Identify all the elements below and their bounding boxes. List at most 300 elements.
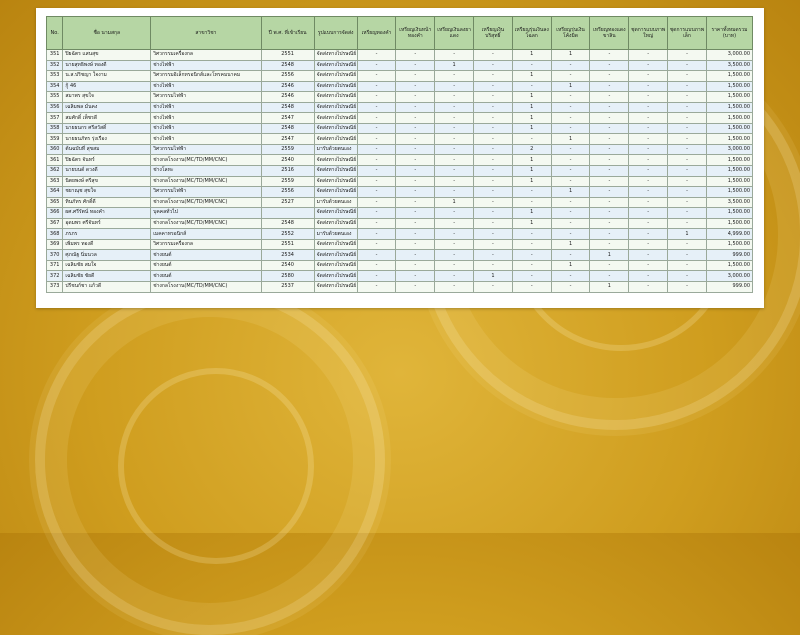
table-cell: 361 [47, 155, 63, 166]
table-cell: ผศ.ศรีรัตน์ ทองคำ [63, 208, 151, 219]
table-cell: - [668, 81, 707, 92]
table-cell: - [474, 197, 513, 208]
table-cell: จัดส่งทางไปรษณีย์ [314, 71, 357, 82]
table-cell: สมศักดิ์ เพ็ชรดี [63, 113, 151, 124]
table-cell: - [512, 229, 551, 240]
table-cell: - [435, 71, 474, 82]
table-cell: วิศวกรรมเครื่องกล [151, 50, 261, 61]
table-cell: 1 [512, 92, 551, 103]
table-cell: - [474, 113, 513, 124]
table-cell: - [512, 282, 551, 293]
column-header: ปี พ.ศ. ที่เข้าเรียน [261, 17, 314, 50]
table-cell: ปิยฉัตร แสนสุข [63, 50, 151, 61]
table-row [47, 166, 753, 177]
table-cell: จัดส่งทางไปรษณีย์ [314, 60, 357, 71]
table-cell: - [590, 144, 629, 155]
table-row [47, 81, 753, 92]
table-cell: - [357, 92, 396, 103]
table-cell: - [396, 102, 435, 113]
emblem-watermark-left [35, 285, 385, 635]
table-cell: - [629, 239, 668, 250]
table-cell: - [668, 187, 707, 198]
table-cell: - [474, 50, 513, 61]
table-cell: - [551, 113, 590, 124]
table-cell: จัดส่งทางไปรษณีย์ [314, 92, 357, 103]
column-header: รูปแบบการจัดส่ง [314, 17, 357, 50]
table-cell: จัดส่งทางไปรษณีย์ [314, 282, 357, 293]
table-cell: เฉลิมชัย ชัยดี [63, 271, 151, 282]
table-cell: วิศวกรรมไฟฟ้า [151, 92, 261, 103]
table-cell: - [435, 250, 474, 261]
table-cell: 1 [512, 50, 551, 61]
table-cell: - [357, 260, 396, 271]
table-cell: - [668, 197, 707, 208]
table-cell: - [435, 166, 474, 177]
table-cell: - [396, 134, 435, 145]
table-cell: - [668, 260, 707, 271]
table-cell: - [629, 176, 668, 187]
table-cell: - [357, 166, 396, 177]
table-cell: - [435, 229, 474, 240]
table-cell: เฉลิมพล มั่นคง [63, 102, 151, 113]
table-cell: - [590, 102, 629, 113]
table-cell: - [590, 92, 629, 103]
table-cell: ช่างกลโรงงาน(MC/TD/MM/CNC) [151, 155, 261, 166]
table-cell: 2546 [261, 92, 314, 103]
document-sheet [36, 8, 764, 308]
table-row [47, 50, 753, 61]
table-cell: 2540 [261, 155, 314, 166]
column-header: ชุดการแบบภาพใหญ่ [629, 17, 668, 50]
table-cell: - [590, 208, 629, 219]
table-cell: 368 [47, 229, 63, 240]
table-cell: 3,000.00 [706, 50, 752, 61]
table-cell: 2534 [261, 250, 314, 261]
table-cell: - [396, 155, 435, 166]
table-cell: - [396, 239, 435, 250]
table-cell: เมคคาทรอนิกส์ [151, 229, 261, 240]
table-cell: - [396, 92, 435, 103]
table-cell: - [357, 271, 396, 282]
table-cell: 2556 [261, 71, 314, 82]
table-cell: 1,500.00 [706, 113, 752, 124]
table-cell: 1,500.00 [706, 260, 752, 271]
table-cell: จัดส่งทางไปรษณีย์ [314, 123, 357, 134]
table-cell: 2559 [261, 144, 314, 155]
table-cell: 373 [47, 282, 63, 293]
table-cell: ช่างกลโรงงาน(MC/TD/MM/CNC) [151, 218, 261, 229]
table-cell: ช่างโลหะ [151, 166, 261, 177]
table-cell: - [396, 271, 435, 282]
table-cell: - [357, 197, 396, 208]
table-cell: - [357, 155, 396, 166]
table-cell: 1 [551, 187, 590, 198]
table-cell: - [629, 166, 668, 177]
table-cell: - [474, 155, 513, 166]
table-cell: - [474, 187, 513, 198]
table-cell: - [629, 50, 668, 61]
table-cell: - [551, 92, 590, 103]
table-cell: 999.00 [706, 282, 752, 293]
table-cell: - [668, 239, 707, 250]
table-cell: - [396, 260, 435, 271]
table-cell: 2546 [261, 81, 314, 92]
table-cell: - [474, 218, 513, 229]
table-cell: 1 [512, 176, 551, 187]
table-cell: - [668, 271, 707, 282]
table-cell: นายธนกร ศรีสวัสดิ์ [63, 123, 151, 134]
table-cell: - [357, 60, 396, 71]
table-cell: 1,500.00 [706, 92, 752, 103]
table-cell: - [551, 282, 590, 293]
table-cell: 366 [47, 208, 63, 219]
table-cell: 372 [47, 271, 63, 282]
table-cell: 362 [47, 166, 63, 177]
table-cell: - [629, 197, 668, 208]
column-header: เหรียญเงินลงยาแดง [435, 17, 474, 50]
table-cell: - [590, 260, 629, 271]
table-cell: - [629, 260, 668, 271]
table-cell: - [629, 102, 668, 113]
table-cell: - [474, 208, 513, 219]
table-cell: - [629, 113, 668, 124]
table-cell: ช่างไฟฟ้า [151, 81, 261, 92]
column-header: ราคาทั้งหมดรวม (บาท) [706, 17, 752, 50]
table-cell: - [590, 155, 629, 166]
table-cell: 1 [512, 166, 551, 177]
table-cell: กู้ 46 [63, 81, 151, 92]
table-cell: - [629, 218, 668, 229]
table-cell: 2516 [261, 166, 314, 177]
table-cell: - [512, 250, 551, 261]
table-cell: 1,500.00 [706, 81, 752, 92]
table-cell: - [512, 197, 551, 208]
table-cell: - [551, 176, 590, 187]
table-cell: - [474, 102, 513, 113]
table-row [47, 123, 753, 134]
table-cell: วิศวกรรมไฟฟ้า [151, 187, 261, 198]
table-cell: - [668, 218, 707, 229]
table-cell: 351 [47, 50, 63, 61]
table-cell: 355 [47, 92, 63, 103]
table-cell: - [396, 218, 435, 229]
table-cell: 4,999.00 [706, 229, 752, 240]
column-header: ชุดการแบบภาพเล็ก [668, 17, 707, 50]
table-cell: - [668, 50, 707, 61]
table-cell: วิศวกรรมเครื่องกล [151, 239, 261, 250]
table-row [47, 134, 753, 145]
table-cell: - [357, 187, 396, 198]
table-cell: - [668, 144, 707, 155]
table-cell: 2547 [261, 134, 314, 145]
table-cell: 1 [551, 239, 590, 250]
table-row [47, 187, 753, 198]
table-cell: มารับด้วยตนเอง [314, 144, 357, 155]
table-row [47, 144, 753, 155]
table-cell: - [551, 229, 590, 240]
table-cell: - [590, 81, 629, 92]
table-cell: - [396, 229, 435, 240]
table-cell: 1,500.00 [706, 239, 752, 250]
table-cell: - [474, 81, 513, 92]
table-cell: - [474, 134, 513, 145]
table-cell: อุดมพร ศรีจันทร์ [63, 218, 151, 229]
table-cell: จัดส่งทางไปรษณีย์ [314, 176, 357, 187]
table-cell: จัดส่งทางไปรษณีย์ [314, 239, 357, 250]
table-cell: - [668, 113, 707, 124]
table-cell: 353 [47, 71, 63, 82]
table-cell: - [357, 176, 396, 187]
table-cell: - [435, 271, 474, 282]
table-cell: - [629, 271, 668, 282]
table-row [47, 282, 753, 293]
table-cell: - [474, 239, 513, 250]
table-cell: - [668, 134, 707, 145]
table-cell: 1,500.00 [706, 123, 752, 134]
table-cell: ช่างไฟฟ้า [151, 113, 261, 124]
table-cell: 1 [590, 250, 629, 261]
table-row [47, 71, 753, 82]
table-cell: 357 [47, 113, 63, 124]
table-cell: - [590, 134, 629, 145]
table-cell: - [396, 60, 435, 71]
table-cell: - [396, 187, 435, 198]
table-cell: 358 [47, 123, 63, 134]
table-cell: 1,500.00 [706, 134, 752, 145]
table-cell: - [551, 197, 590, 208]
table-cell: 3,000.00 [706, 144, 752, 155]
table-cell: ช่างไฟฟ้า [151, 134, 261, 145]
table-cell: - [590, 113, 629, 124]
table-cell: วิศวกรรมอิเล็กทรอนิกส์และโทรคมนาคม [151, 71, 261, 82]
table-cell: - [357, 102, 396, 113]
table-cell: - [629, 229, 668, 240]
table-cell: 1 [435, 60, 474, 71]
table-cell: 2556 [261, 187, 314, 198]
table-cell: ปิยฉัตร จันทร์ [63, 155, 151, 166]
table-cell: 352 [47, 60, 63, 71]
table-cell: - [357, 250, 396, 261]
table-cell: 367 [47, 218, 63, 229]
table-cell: เฉลิมชัย สมใจ [63, 260, 151, 271]
table-cell: 354 [47, 81, 63, 92]
table-cell: - [629, 250, 668, 261]
table-cell: 1 [551, 50, 590, 61]
table-cell: - [357, 71, 396, 82]
table-cell: - [474, 282, 513, 293]
table-cell: ต้นฉบับที่ สุขสม [63, 144, 151, 155]
table-cell: 1,500.00 [706, 208, 752, 219]
table-cell: 2548 [261, 102, 314, 113]
table-cell: - [668, 155, 707, 166]
table-cell: - [474, 260, 513, 271]
table-row [47, 197, 753, 208]
table-cell: - [357, 282, 396, 293]
table-cell: - [512, 239, 551, 250]
table-cell: - [590, 271, 629, 282]
table-cell: 1,500.00 [706, 71, 752, 82]
table-cell: นายสุทธิพงษ์ ทองดี [63, 60, 151, 71]
column-header: เหรียญเงินหน้าทองคำ [396, 17, 435, 50]
table-cell: - [435, 123, 474, 134]
table-cell: นายธนภัทร รุ่งเรือง [63, 134, 151, 145]
table-cell: 365 [47, 197, 63, 208]
table-cell: - [629, 134, 668, 145]
table-cell: - [396, 282, 435, 293]
table-cell: 371 [47, 260, 63, 271]
table-cell: 2551 [261, 239, 314, 250]
table-cell: - [396, 250, 435, 261]
table-cell: นายบนด์ ดวงดี [63, 166, 151, 177]
table-cell: - [357, 229, 396, 240]
table-row [47, 92, 753, 103]
table-cell: - [590, 176, 629, 187]
table-cell: - [357, 81, 396, 92]
table-cell: ทินภัทร ศักดิ์ดี [63, 197, 151, 208]
table-cell: - [357, 113, 396, 124]
table-cell: - [435, 260, 474, 271]
table-cell: - [512, 271, 551, 282]
table-cell: - [551, 250, 590, 261]
table-cell: 1,500.00 [706, 102, 752, 113]
table-cell: 1 [668, 229, 707, 240]
table-cell: 1,500.00 [706, 218, 752, 229]
table-cell: - [474, 71, 513, 82]
table-cell: - [551, 166, 590, 177]
table-cell: ช่างไฟฟ้า [151, 123, 261, 134]
column-header: เหรียญเงินบริสุทธิ์ [474, 17, 513, 50]
table-cell: 1 [512, 123, 551, 134]
table-cell: ศุภณัฐ นิ่มนวล [63, 250, 151, 261]
table-cell: 1 [512, 102, 551, 113]
table-cell: 1 [590, 282, 629, 293]
table-cell: - [435, 144, 474, 155]
table-cell: 370 [47, 250, 63, 261]
table-body [47, 50, 753, 293]
table-cell: - [435, 239, 474, 250]
order-table [46, 16, 753, 293]
table-header-row [47, 17, 753, 50]
table-cell: - [668, 176, 707, 187]
table-cell: จัดส่งทางไปรษณีย์ [314, 208, 357, 219]
table-cell: ช่างยนต์ [151, 250, 261, 261]
table-cell: - [668, 71, 707, 82]
table-cell: ชยาณุช สุขใจ [63, 187, 151, 198]
table-cell: น.ส.ปริชญา ใจงาม [63, 71, 151, 82]
table-cell: - [629, 187, 668, 198]
table-cell: จัดส่งทางไปรษณีย์ [314, 218, 357, 229]
table-cell: นิตยพงษ์ ศรีสุข [63, 176, 151, 187]
table-cell: - [357, 144, 396, 155]
table-cell: - [668, 282, 707, 293]
table-cell: 1,500.00 [706, 155, 752, 166]
table-cell: - [551, 102, 590, 113]
table-cell: - [474, 92, 513, 103]
table-cell: - [551, 218, 590, 229]
table-cell: - [396, 50, 435, 61]
table-row [47, 208, 753, 219]
table-cell: - [512, 60, 551, 71]
table-cell: ช่างไฟฟ้า [151, 60, 261, 71]
column-header: สาขาวิชา [151, 17, 261, 50]
table-cell: - [590, 123, 629, 134]
table-cell: 2548 [261, 60, 314, 71]
table-cell: 2548 [261, 218, 314, 229]
table-cell: จัดส่งทางไปรษณีย์ [314, 187, 357, 198]
column-header: เหรียญรุ่นเงินลงโฉลก [512, 17, 551, 50]
table-cell: มารับด้วยตนเอง [314, 229, 357, 240]
table-cell: 2552 [261, 229, 314, 240]
table-cell: บุคคลทั่วไป [151, 208, 261, 219]
table-row [47, 155, 753, 166]
table-row [47, 239, 753, 250]
column-header: No. [47, 17, 63, 50]
table-cell: - [435, 187, 474, 198]
table-cell: - [435, 208, 474, 219]
table-cell: - [551, 271, 590, 282]
table-row [47, 218, 753, 229]
table-cell: - [357, 208, 396, 219]
table-cell: ปรีชนก์ชา แก้วดี [63, 282, 151, 293]
table-cell: - [512, 187, 551, 198]
table-cell: - [474, 176, 513, 187]
table-cell: - [357, 134, 396, 145]
table-cell: 2559 [261, 176, 314, 187]
table-cell: - [668, 92, 707, 103]
table-cell: 2580 [261, 271, 314, 282]
table-cell: - [396, 113, 435, 124]
table-cell: จัดส่งทางไปรษณีย์ [314, 50, 357, 61]
column-header: เหรียญทองแดงขาลิน [590, 17, 629, 50]
table-cell: - [590, 218, 629, 229]
table-cell: 2527 [261, 197, 314, 208]
table-cell: - [668, 208, 707, 219]
table-row [47, 260, 753, 271]
table-cell: จัดส่งทางไปรษณีย์ [314, 113, 357, 124]
table-cell: 1,500.00 [706, 166, 752, 177]
table-cell: 2540 [261, 260, 314, 271]
table-cell: - [357, 218, 396, 229]
table-cell: - [512, 260, 551, 271]
column-header: เหรียญทองคำ [357, 17, 396, 50]
table-cell: - [435, 176, 474, 187]
table-cell: ช่างยนต์ [151, 260, 261, 271]
table-cell: 1 [474, 271, 513, 282]
table-cell: - [551, 155, 590, 166]
table-cell: - [357, 123, 396, 134]
table-cell: จัดส่งทางไปรษณีย์ [314, 250, 357, 261]
column-header: เหรียญรุ่นเงินโค้งมิด [551, 17, 590, 50]
table-cell: - [474, 166, 513, 177]
table-cell: ช่างยนต์ [151, 271, 261, 282]
table-cell: - [629, 60, 668, 71]
table-cell: - [590, 50, 629, 61]
table-cell: - [396, 81, 435, 92]
table-row [47, 113, 753, 124]
table-row [47, 229, 753, 240]
table-cell: - [590, 71, 629, 82]
table-cell: จัดส่งทางไปรษณีย์ [314, 134, 357, 145]
table-cell: จัดส่งทางไปรษณีย์ [314, 155, 357, 166]
table-cell: 2537 [261, 282, 314, 293]
table-cell: - [590, 229, 629, 240]
table-cell: 364 [47, 187, 63, 198]
table-cell: 3,500.00 [706, 197, 752, 208]
table-cell: - [551, 144, 590, 155]
table-cell: - [396, 197, 435, 208]
table-cell: - [396, 71, 435, 82]
column-header: ชื่อ นามสกุล [63, 17, 151, 50]
